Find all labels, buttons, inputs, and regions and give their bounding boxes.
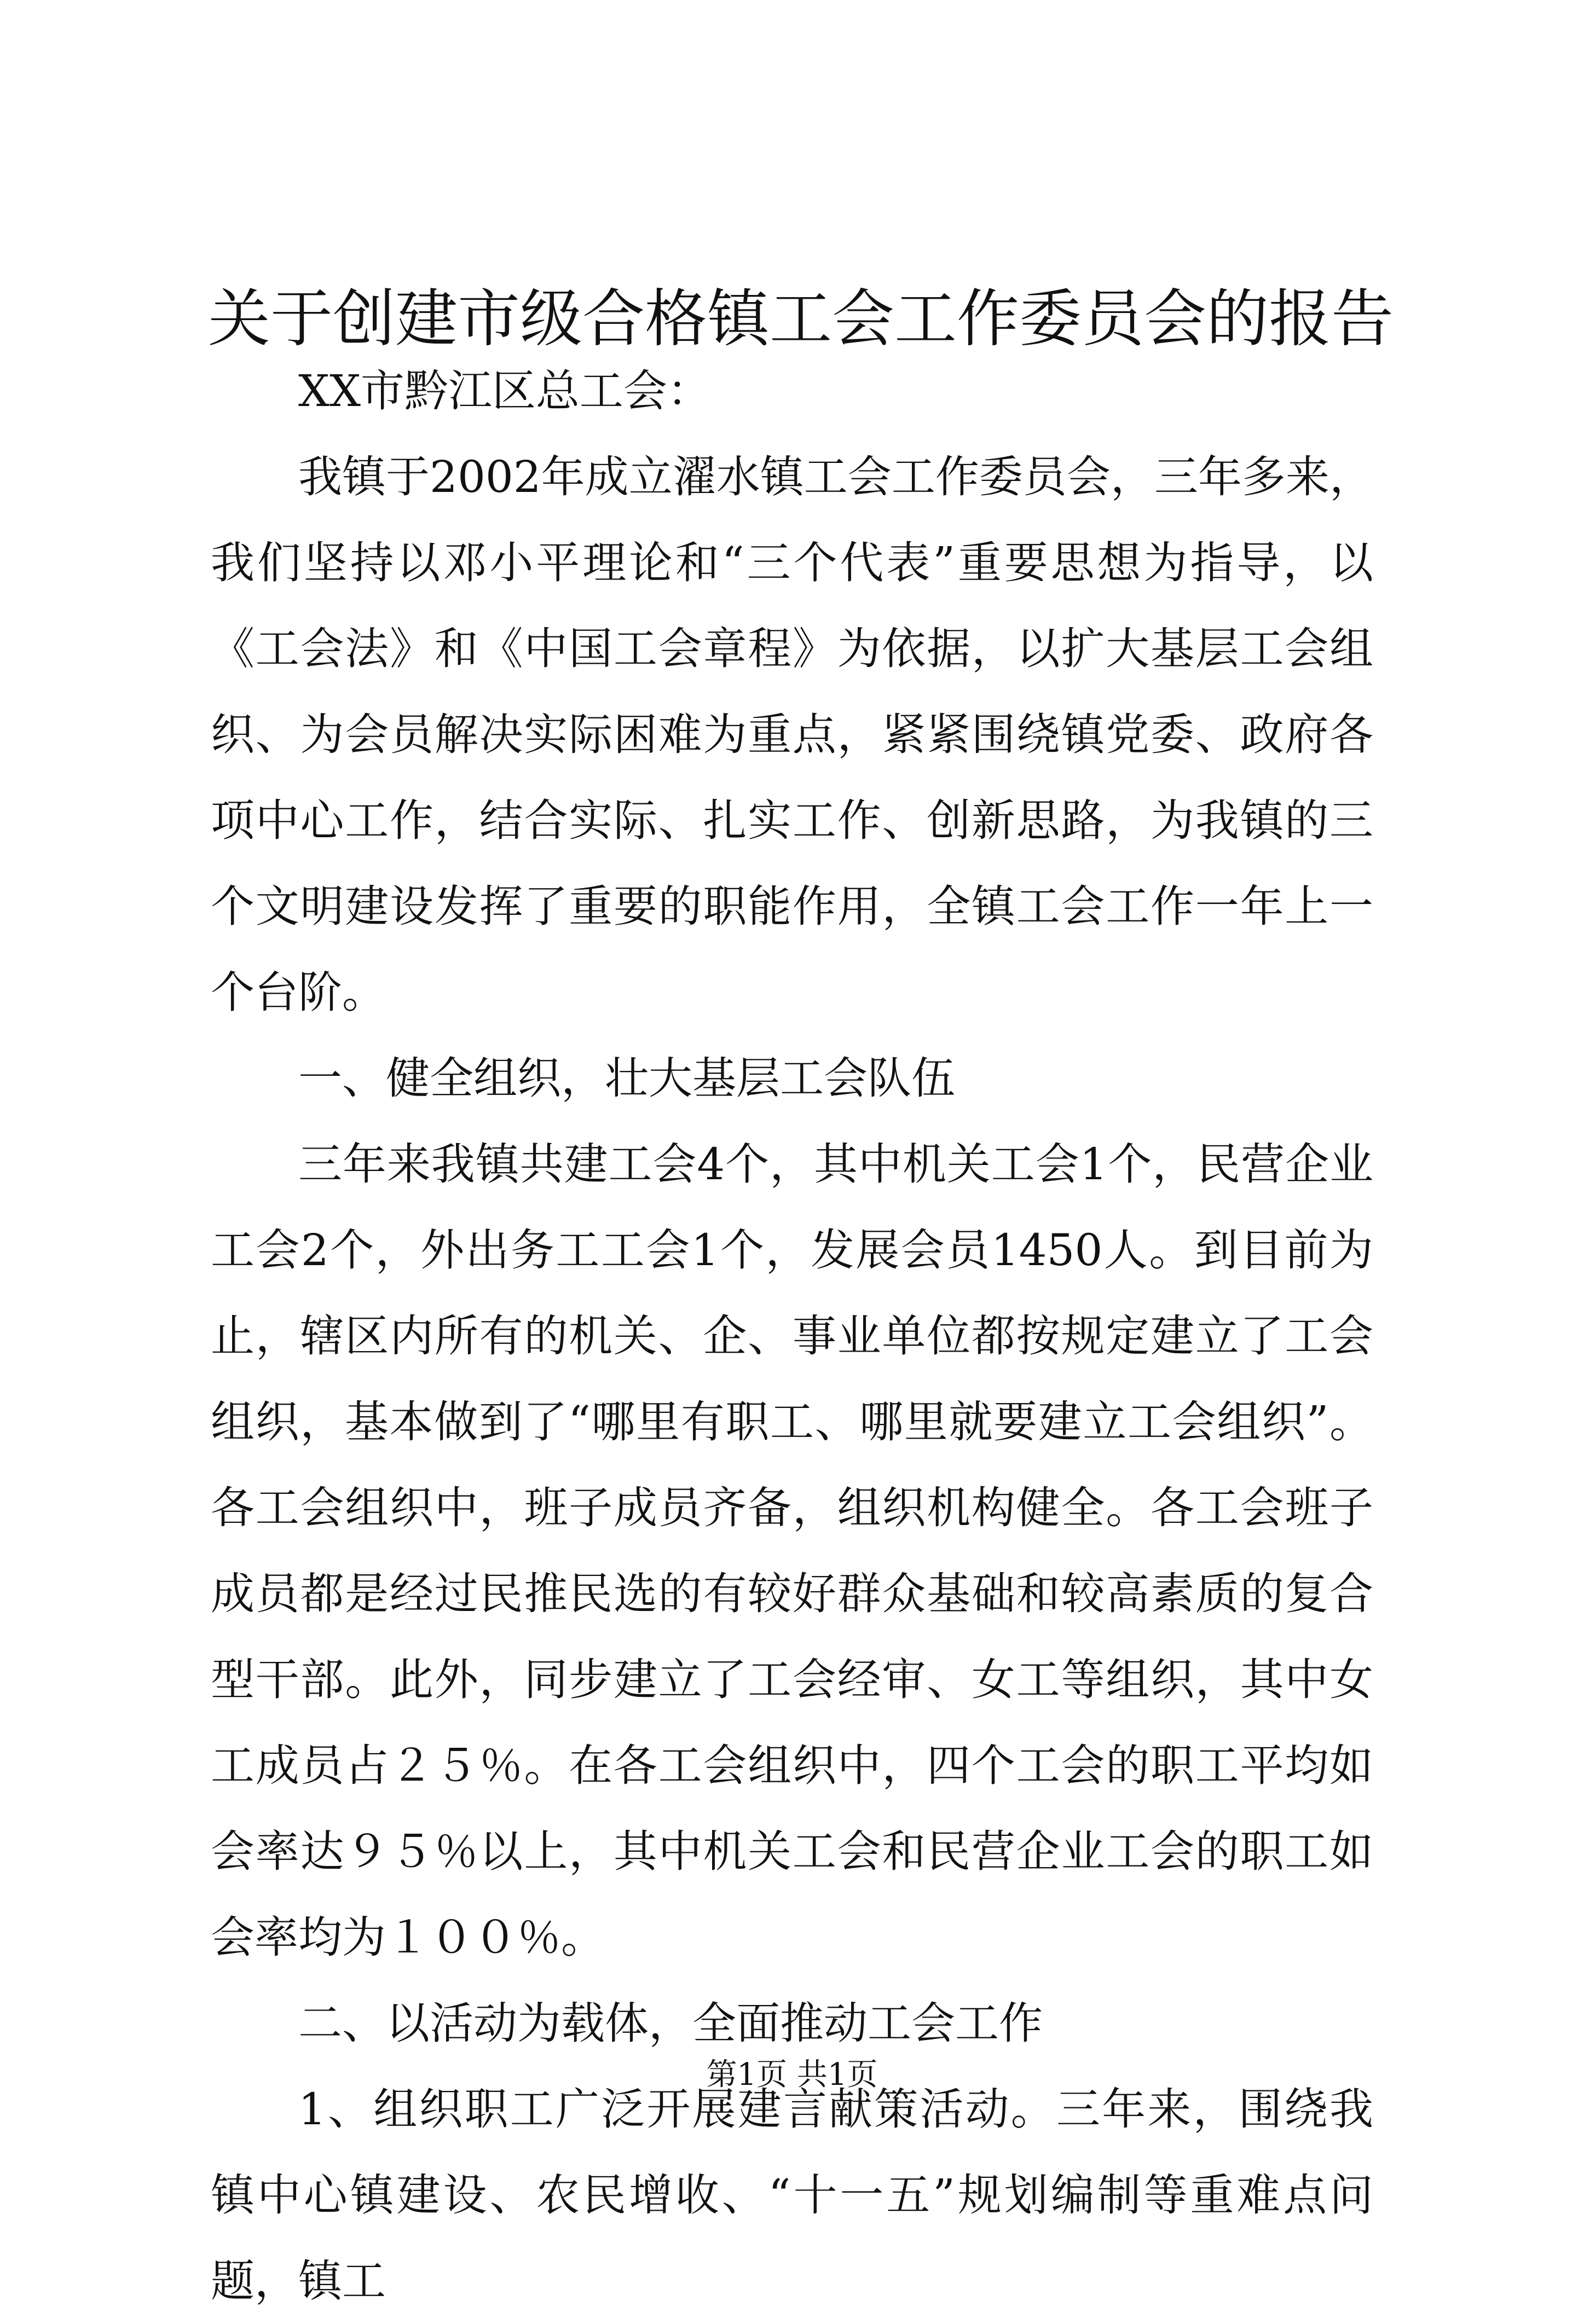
salutation-paragraph: XX市黔江区总工会： [298,366,711,416]
document-title: 关于创建市级合格镇工会工作委员会的报告 [208,282,1394,355]
intro-paragraph: 我镇于2002年成立濯水镇工会工作委员会，三年多来，我们坚持以邓小平理论和“三个代表”重要思想为指导，以《工会法》和《中国工会章程》为依据，以扩大基层工会组织、为会员解决实际困难为重点，紧紧围绕镇党委、政府各项中心工作，结合实际、扎实工作、创新思路，为我镇的三个文明建设发挥了重要的职能作用，全镇工会工作一年上一个台阶。 [211,451,1373,1018]
document-body [211,348,1373,2324]
organization-paragraph: 三年来我镇共建工会4个，其中机关工会1个，民营企业工会2个，外出务工工会1个，发展会员1450人。到目前为止，辖区内所有的机关、企、事业单位都按规定建立了工会组织，基本做到了“哪里有职工、哪里就要建立工会组织”。各工会组织中，班子成员齐备，组织机构健全。各工会班子成员都是经过民推民选的有较好群众基础和较高素质的复合型干部。此外，同步建立了工会经审、女工等组织，其中女工成员占２５％。在各工会组织中，四个工会的职工平均如会率达９５％以上，其中机关工会和民营企业工会的职工如会率均为１００％。 [211,1139,1373,1963]
page-footer [0,2053,1584,2097]
section-heading-1: 一、健全组织，壮大基层工会队伍 [298,1053,955,1104]
page-number: 第1页 共1页 [706,2057,878,2093]
activity-paragraph: 1、组织职工广泛开展建言献策活动。三年来，围绕我镇中心镇建设、农民增收、“十一五”规划编制等重难点问题，镇工 [211,2084,1373,2306]
section-heading-2: 二、以活动为载体，全面推动工会工作 [298,1998,1043,2049]
